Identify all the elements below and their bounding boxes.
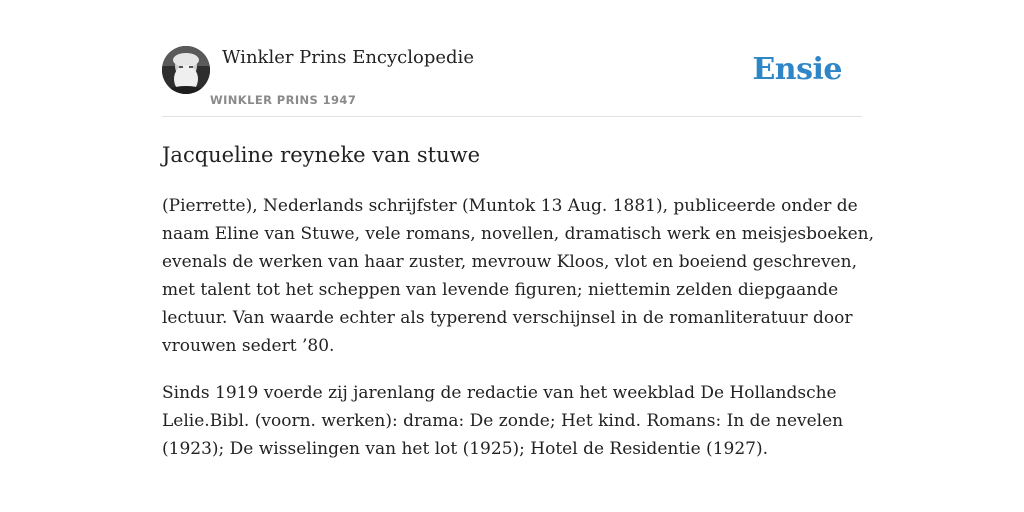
avatar[interactable] <box>162 46 210 94</box>
paragraph-line: naam Eline van Stuwe, vele romans, novellen, dramatisch werk en meisjesboeken, <box>162 224 874 244</box>
portrait-icon <box>162 46 210 94</box>
paragraph-line: (Pierrette), Nederlands schrijfster (Muntok 13 Aug. 1881), publiceerde onder de <box>162 196 858 216</box>
paragraph-line: (1923); De wisselingen van het lot (1925); Hotel de Residentie (1927). <box>162 439 768 459</box>
source-subtitle: WINKLER PRINS 1947 <box>210 93 357 107</box>
paragraph-line: vrouwen sedert ’80. <box>162 336 335 356</box>
paragraph-line: evenals de werken van haar zuster, mevrouw Kloos, vlot en boeiend geschreven, <box>162 252 857 272</box>
paragraph-line: Sinds 1919 voerde zij jarenlang de redactie van het weekblad De Hollandsche <box>162 383 837 403</box>
source-header <box>162 46 862 117</box>
paragraph-line: met talent tot het scheppen van levende figuren; niettemin zelden diepgaande <box>162 280 839 300</box>
paragraph <box>162 379 862 463</box>
article-body <box>162 192 874 482</box>
paragraph-line: lectuur. Van waarde echter als typerend verschijnsel in de romanliteratuur door <box>162 308 853 328</box>
paragraph-line: Lelie.Bibl. (voorn. werken): drama: De zonde; Het kind. Romans: In de nevelen <box>162 411 844 431</box>
paragraph <box>162 192 874 360</box>
brand-logo-link[interactable]: Ensie <box>752 52 842 87</box>
article-title: Jacqueline reyneke van stuwe <box>162 143 480 167</box>
source-title[interactable]: Winkler Prins Encyclopedie <box>222 47 474 68</box>
